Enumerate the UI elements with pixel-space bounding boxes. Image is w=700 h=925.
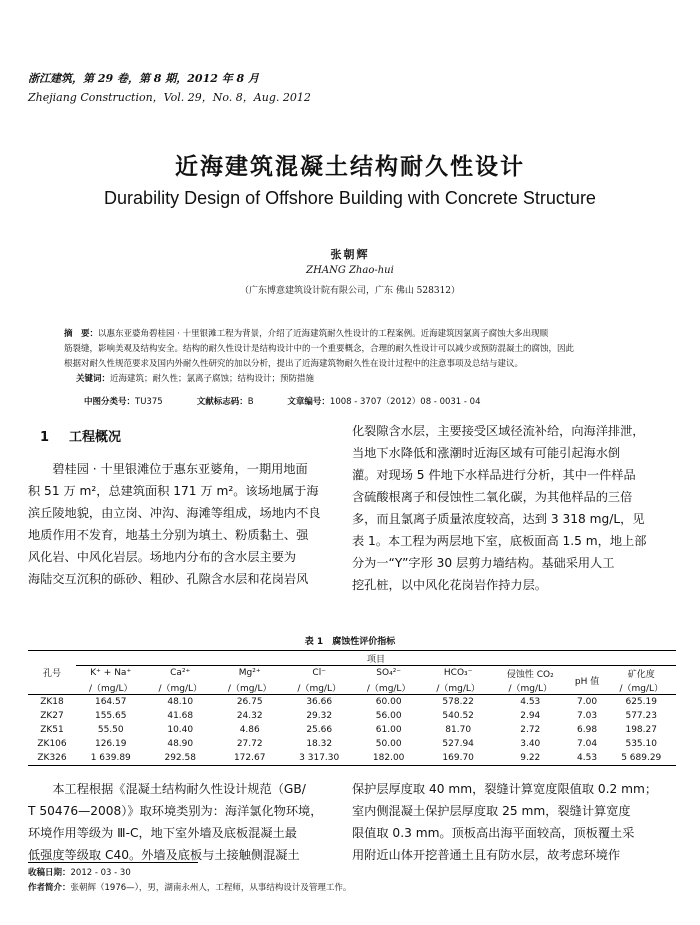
table-caption: 表 1 腐蚀性评价指标 bbox=[304, 637, 396, 647]
body-paragraph-left bbox=[28, 458, 340, 590]
abstract-line: 根据对耐久性规范要求及国内外耐久性研究的加以分析，提出了近海建筑物耐久性在设计过程中的注意事项及总结与建议。 bbox=[64, 359, 524, 369]
text-line: 保护层厚度取 40 mm，裂缝计算宽度限值取 0.2 mm； bbox=[352, 782, 658, 796]
footnote-divider bbox=[28, 862, 198, 863]
col-header: SO₄²⁻ bbox=[376, 668, 402, 678]
text-line: 灌。对现场 5 件地下水样品进行分析，其中一件样品 bbox=[352, 468, 636, 482]
text-line: 用附近山体开挖普通土且有防水层，故考虑环境作 bbox=[352, 848, 621, 862]
table-header-row bbox=[28, 666, 676, 681]
abstract-line: 摘 要：以惠东亚婆角碧桂园 · 十里银滩工程为背景，介绍了近海建筑耐久性设计的工程案例。近海建筑因氯离子腐蚀大多出现顺 bbox=[64, 329, 549, 339]
author-name-en: ZHANG Zhao-hui bbox=[306, 265, 394, 276]
paper-title-cn: 近海建筑混凝土结构耐久性设计 bbox=[175, 154, 525, 180]
body-paragraph-right bbox=[352, 420, 672, 596]
section-title: 工程概况 bbox=[69, 430, 122, 445]
doc-code-field: 文献标志码：B bbox=[196, 397, 254, 407]
abstract-line: 筋裂缝，影响美观及结构安全。结构的耐久性设计是结构设计中的一个重要概念，合理的耐久性设计可以减少或预防混凝土的腐蚀，因此 bbox=[64, 344, 575, 354]
section-number: 1 bbox=[40, 430, 50, 445]
received-date: 收稿日期：2012 - 03 - 30 bbox=[28, 868, 131, 878]
text-line: 地质作用不发育，地基土分别为填土、粉质黏土、强 bbox=[28, 528, 309, 542]
journal-header-cn: 浙江建筑，第 29 卷，第 8 期，2012 年 8 月 bbox=[28, 72, 260, 85]
col-header-project: 项目 bbox=[76, 651, 676, 666]
col-unit: /（mg/L） bbox=[606, 680, 676, 695]
abstract-block bbox=[64, 327, 644, 387]
col-header: 侵蚀性 CO₂ bbox=[506, 669, 554, 680]
text-line: 挖孔桩，以中风化花岗岩作持力层。 bbox=[352, 578, 547, 592]
table-row: ZK18 164.57 48.10 26.75 36.66 60.00 578.22 4.53 7.00 625.19 bbox=[40, 697, 657, 707]
author-name-cn: 张朝辉 bbox=[330, 248, 370, 261]
table-row: ZK51 55.50 10.40 4.86 25.66 61.00 81.70 2.72 6.98 198.27 bbox=[40, 725, 657, 735]
col-header: Cl⁻ bbox=[312, 668, 326, 678]
text-line: 海陆交互沉积的砾砂、粗砂、孔隙含水层和花岗岩风 bbox=[28, 572, 309, 586]
col-unit: /（mg/L） bbox=[145, 680, 214, 695]
text-line: 表 1。本工程为两层地下室，底板面高 1.5 m，地上部 bbox=[352, 534, 647, 548]
text-line: 化裂隙含水层，主要接受区域径流补给，向海洋排泄， bbox=[352, 424, 645, 438]
table-row: ZK106 126.19 48.90 27.72 18.32 50.00 527.94 3.40 7.04 535.10 bbox=[37, 739, 657, 749]
text-line: 本工程根据《混凝土结构耐久性设计规范（GB/ bbox=[28, 782, 306, 796]
col-unit: /（mg/L） bbox=[76, 680, 145, 695]
col-header: pH 值 bbox=[568, 666, 607, 695]
text-line: 多，而且氯离子质量浓度较高，达到 3 318 mg/L，见 bbox=[352, 512, 645, 526]
col-header-id: 孔号 bbox=[28, 651, 76, 695]
text-line: 积 51 万 m²，总建筑面积 171 万 m²。该场地属于海 bbox=[28, 484, 319, 498]
body-paragraph-bottom-left bbox=[28, 778, 340, 866]
table-row: ZK27 155.65 41.68 24.32 29.32 56.00 540.52 2.94 7.03 577.23 bbox=[40, 711, 657, 721]
author-affiliation: （广东博意建筑设计院有限公司，广东 佛山 528312） bbox=[239, 286, 461, 296]
keywords-label: 关键词： bbox=[76, 374, 111, 384]
text-line: 滨丘陵地貌，由立岗、冲沟、海滩等组成，场地内不良 bbox=[28, 506, 321, 520]
col-header: HCO₃⁻ bbox=[443, 668, 473, 678]
text-line: 低强度等级取 C40。外墙及底板与土接触侧混凝土 bbox=[28, 848, 300, 862]
text-line: T 50476—2008）》取环境类别为：海洋氯化物环境， bbox=[28, 804, 323, 818]
body-paragraph-bottom-right bbox=[352, 778, 672, 866]
text-line: 限值取 0.3 mm。顶板高出海平面较高，顶板覆土采 bbox=[352, 826, 635, 840]
paper-title-en: Durability Design of Offshore Building with Concrete Structure bbox=[104, 188, 596, 208]
col-unit: /（mg/L） bbox=[354, 680, 423, 695]
col-unit: /（mg/L） bbox=[493, 680, 568, 695]
col-header: K⁺ + Na⁺ bbox=[90, 668, 132, 678]
col-header: Mg²⁺ bbox=[238, 668, 261, 678]
keywords-value: 近海建筑；耐久性；氯离子腐蚀；结构设计；预防措施 bbox=[110, 374, 315, 384]
col-unit: /（mg/L） bbox=[284, 680, 353, 695]
text-line: 分为一“Y”字形 30 层剪力墙结构。基础采用人工 bbox=[352, 556, 615, 570]
col-unit: /（mg/L） bbox=[215, 680, 284, 695]
text-line: 环境作用等级为 Ⅲ-C，地下室外墙及底板混凝土最 bbox=[28, 826, 297, 840]
keywords-line bbox=[64, 372, 644, 387]
table-row: ZK326 1 639.89 292.58 172.67 3 317.30 182.00 169.70 9.22 4.53 5 689.29 bbox=[28, 751, 676, 766]
col-unit: /（mg/L） bbox=[423, 680, 492, 695]
text-line: 室内侧混凝土保护层厚度取 25 mm，裂缝计算宽度 bbox=[352, 804, 631, 818]
journal-header-en: Zhejiang Construction，Vol. 29，No. 8，Aug. 2012 bbox=[28, 91, 311, 104]
text-line: 当地下水降低和涨潮时近海区域有可能引起海水倒 bbox=[352, 446, 621, 460]
text-line: 含硫酸根离子和侵蚀性二氧化碳，为其他样品的三倍 bbox=[352, 490, 633, 504]
corrosion-table bbox=[28, 650, 676, 766]
section-heading bbox=[40, 426, 121, 445]
classification-row bbox=[84, 395, 481, 407]
clc-field: 中图分类号：TU375 bbox=[84, 397, 163, 407]
article-number-field: 文章编号：1008 - 3707（2012）08 - 0031 - 04 bbox=[287, 397, 481, 407]
col-header: Ca²⁺ bbox=[170, 668, 191, 678]
table-header-project-row bbox=[28, 651, 676, 666]
data-table bbox=[28, 650, 676, 766]
abstract-label: 摘 要： bbox=[64, 329, 99, 339]
text-line: 风化岩、中风化岩层。场地内分布的含水层主要为 bbox=[28, 550, 297, 564]
author-bio: 作者简介：张朝辉（1976—），男，湖南永州人，工程师，从事结构设计及管理工作。 bbox=[28, 883, 352, 893]
col-header: 矿化度 bbox=[627, 669, 655, 680]
text-line: 碧桂园 · 十里银滩位于惠东亚婆角，一期用地面 bbox=[28, 462, 308, 476]
